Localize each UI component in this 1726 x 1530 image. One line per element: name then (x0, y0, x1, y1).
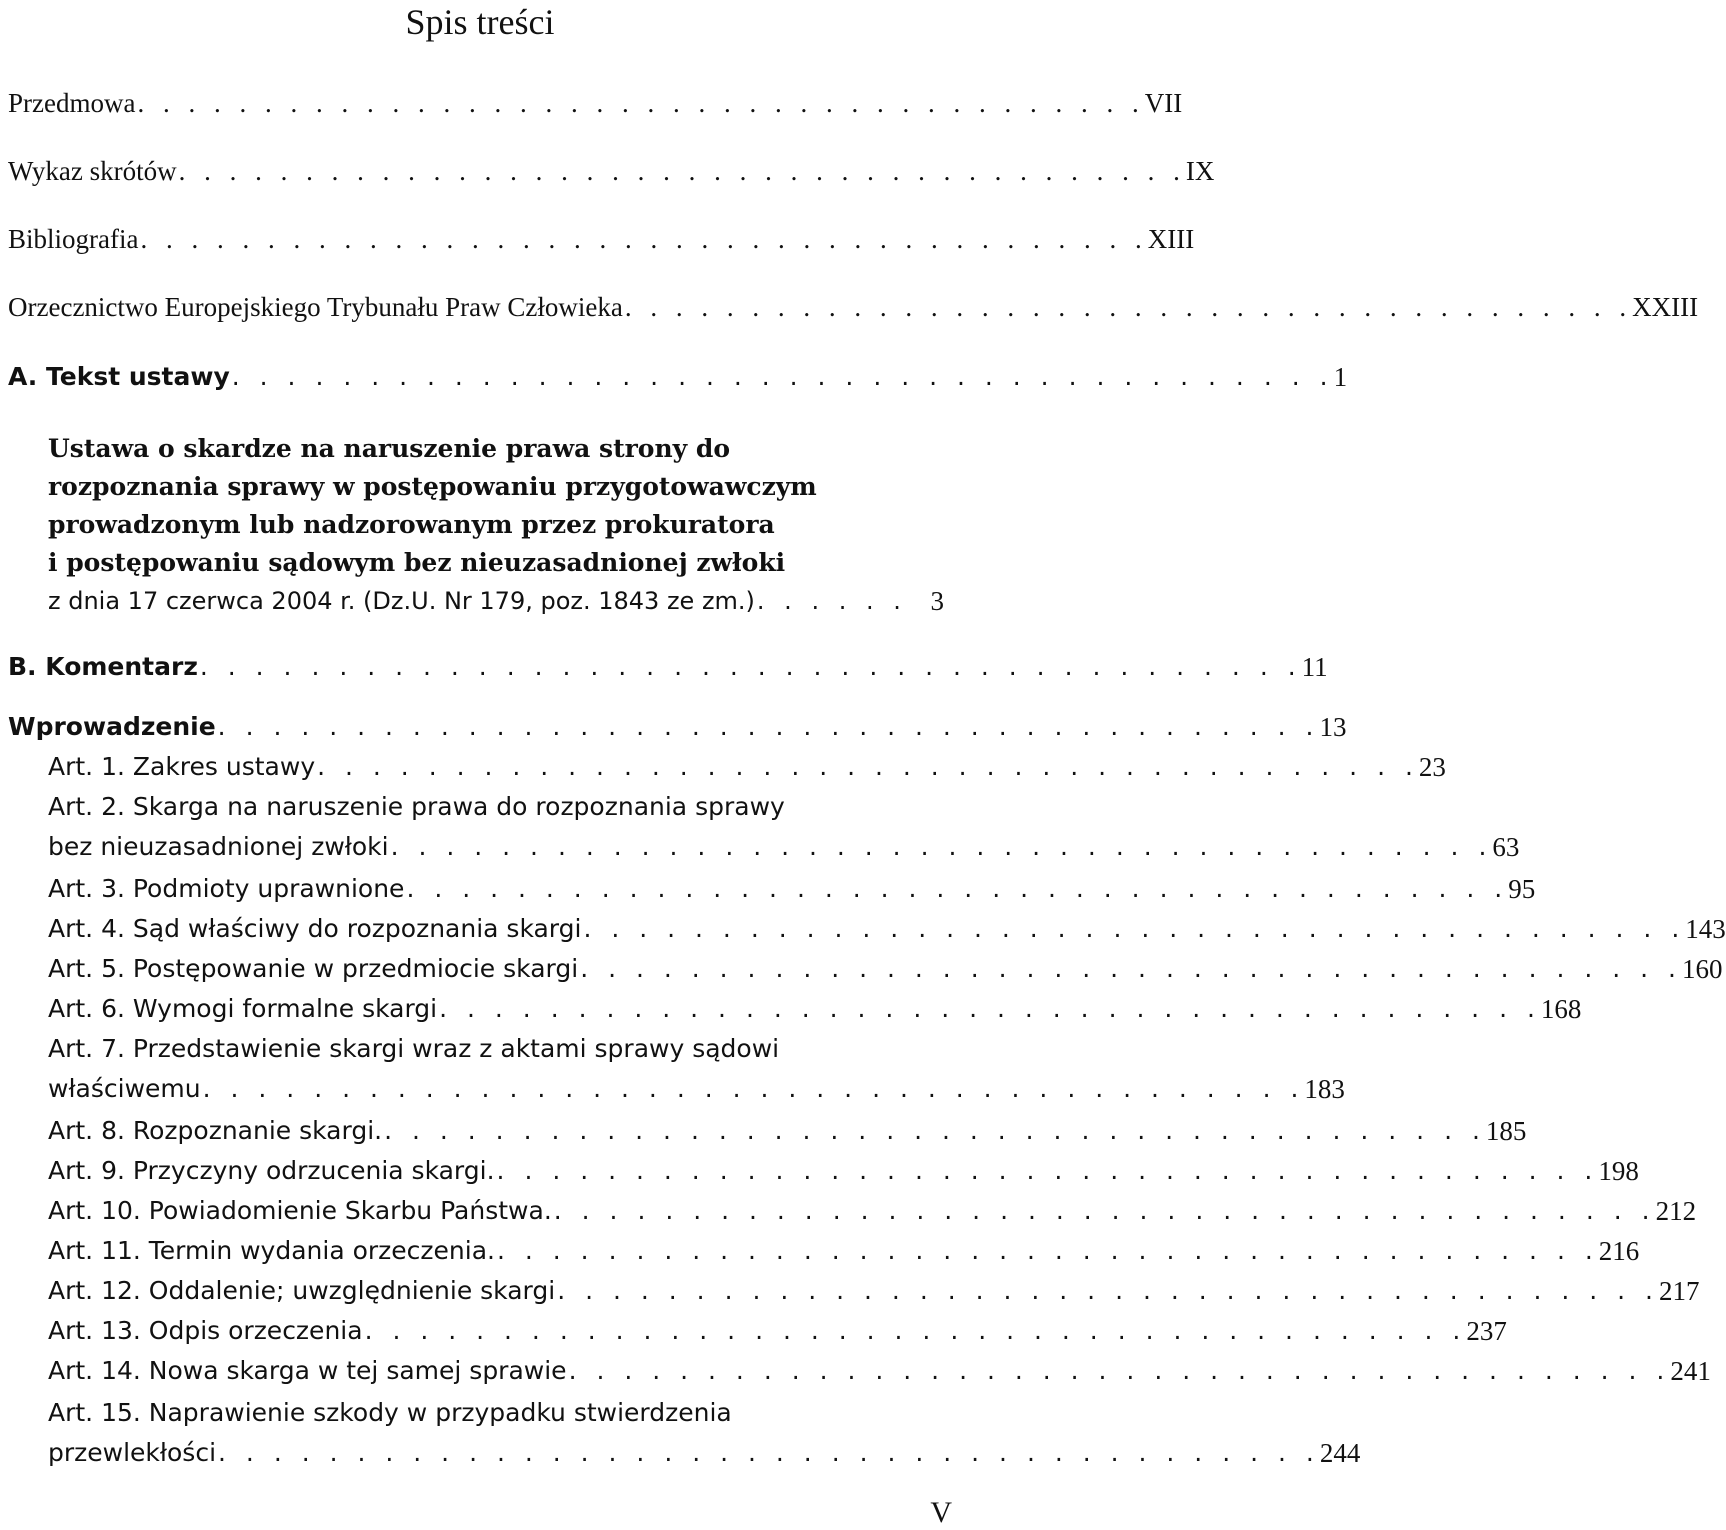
toc-entry-art-2[interactable] (48, 790, 1520, 864)
toc-entry-art-4[interactable] (48, 912, 1726, 946)
toc-entry-label-continued: właściwemu (48, 1074, 201, 1103)
toc-entry-label: Art. 8. Rozpoznanie skargi. (48, 1116, 383, 1145)
toc-entry-label: Art. 12. Oddalenie; uwzględnienie skargi (48, 1276, 556, 1305)
toc-entry-wykaz-skrotow[interactable] (8, 154, 1215, 188)
toc-entry-label: Art. 6. Wymogi formalne skargi (48, 994, 438, 1023)
dot-leader: . . . . . . . . . . . . . . . . . . . . . . . . . . . . . . . . . . . . . . . . (199, 652, 1302, 681)
toc-page-number: 160 (1681, 954, 1723, 984)
toc-entry-label: Art. 2. Skarga na naruszenie prawa do rozpoznania sprawy (48, 792, 785, 821)
toc-page-number: 63 (1492, 832, 1520, 862)
toc-entry-art-3[interactable] (48, 872, 1536, 906)
toc-entry-label: Przedmowa (8, 88, 136, 118)
dot-leader: . . . . . . . . . . . . . . . . . . . . . . . . . . . . . . . . . . . . . . . . (439, 994, 1541, 1023)
dot-leader: . . . . . . . . . . . . . . . . . . . . . . . . . . . . . . . . . . . . . . . . (178, 156, 1186, 186)
toc-page-number: 13 (1319, 712, 1347, 742)
toc-entry-art-15[interactable] (48, 1396, 1361, 1470)
toc-entry-label: B. Komentarz (8, 652, 198, 681)
toc-entry-art-11[interactable] (48, 1234, 1640, 1268)
toc-entry-label: Art. 10. Powiadomienie Skarbu Państwa. (48, 1196, 552, 1225)
toc-page-number: 95 (1508, 874, 1536, 904)
toc-entry-label-continued: bez nieuzasadnionej zwłoki (48, 832, 389, 861)
dot-leader: . . . . . . . . . . . . . . . . . . . . . . . . . . . . . . . . . . . . . . . . (384, 1116, 1486, 1145)
dot-leader: . . . . . . (756, 587, 907, 615)
dot-leader: . . . . . . . . . . . . . . . . . . . . . . . . . . . . . . . . . . . . . . . . (406, 874, 1509, 903)
toc-entry-art-10[interactable] (48, 1194, 1697, 1228)
toc-entry-art-9[interactable] (48, 1154, 1639, 1188)
toc-entry-ustawa[interactable] (48, 430, 944, 620)
toc-entry-art-14[interactable] (48, 1354, 1711, 1388)
toc-entry-wprowadzenie[interactable] (8, 710, 1347, 744)
dot-leader: . . . . . . . . . . . . . . . . . . . . . . . . . . . . . . . . . . . . . . . . (390, 832, 1493, 861)
dot-leader: . . . . . . . . . . . . . . . . . . . . . . . . . . . . . . . . . . . . . . . . (568, 1356, 1671, 1385)
dot-leader: . . . . . . . . . . . . . . . . . . . . . . . . . . . . . . . . . . . . . . . . (553, 1196, 1656, 1225)
toc-entry-label: Wykaz skrótów (8, 156, 177, 186)
toc-entry-part-b[interactable] (8, 650, 1328, 684)
toc-entry-label: Orzecznictwo Europejskiego Trybunału Praw Człowieka (8, 292, 623, 322)
toc-page-number: 212 (1655, 1196, 1697, 1226)
toc-entry-label: Art. 5. Postępowanie w przedmiocie skargi (48, 954, 579, 983)
toc-page-number: 3 (930, 586, 944, 616)
toc-entry-label: Art. 9. Przyczyny odrzucenia skargi. (48, 1156, 495, 1185)
toc-page-number: 168 (1540, 994, 1582, 1024)
toc-entry-label: Wprowadzenie (8, 712, 216, 741)
toc-entry-label: A. Tekst ustawy (8, 362, 230, 391)
toc-page-number: 23 (1418, 752, 1446, 782)
toc-page-number: IX (1185, 156, 1215, 186)
toc-page-number: 244 (1319, 1438, 1361, 1468)
dot-leader: . . . . . . . . . . . . . . . . . . . . . . . . . . . . . . . . . . . . . . . . (583, 914, 1686, 943)
toc-entry-label: Bibliografia (8, 224, 139, 254)
page-folio: V (930, 1496, 952, 1529)
toc-page-number: 11 (1301, 652, 1328, 682)
toc-page-number: 217 (1659, 1276, 1700, 1306)
toc-page-number: XXIII (1632, 292, 1699, 322)
dot-leader: . . . . . . . . . . . . . . . . . . . . . . . . . . . . . . . . . . . . . . . . (497, 1236, 1599, 1265)
toc-page-number: 241 (1670, 1356, 1711, 1386)
dot-leader: . . . . . . . . . . . . . . . . . . . . . . . . . . . . . . . . . . . . . . . . (202, 1074, 1305, 1103)
dot-leader: . . . . . . . . . . . . . . . . . . . . . . . . . . . . . . . . . . . . . . . . (557, 1276, 1659, 1305)
dot-leader: . . . . . . . . . . . . . . . . . . . . . . . . . . . . . . . . . . . . . . . . (317, 752, 1419, 781)
toc-page-number: 183 (1304, 1074, 1345, 1104)
toc-entry-label: Art. 1. Zakres ustawy (48, 752, 316, 781)
toc-entry-part-a[interactable] (8, 360, 1348, 394)
ustawa-title-line: Ustawa o skardze na naruszenie prawa strony do (48, 434, 731, 463)
dot-leader: . . . . . . . . . . . . . . . . . . . . . . . . . . . . . . . . . . . . . . . . (364, 1316, 1467, 1345)
toc-entry-art-8[interactable] (48, 1114, 1527, 1148)
ustawa-title-line: rozpoznania sprawy w postępowaniu przygotowawczym (48, 472, 817, 501)
toc-entry-label: Art. 7. Przedstawienie skargi wraz z aktami sprawy sądowi (48, 1034, 780, 1063)
toc-page-number: XIII (1147, 224, 1195, 254)
toc-page-number: 1 (1333, 362, 1348, 392)
dot-leader: . . . . . . . . . . . . . . . . . . . . . . . . . . . . . . . . . . . . . . . . (137, 88, 1145, 118)
dot-leader: . . . . . . . . . . . . . . . . . . . . . . . . . . . . . . . . . . . . . . . . (231, 362, 1334, 391)
toc-entry-orzecznictwo[interactable] (8, 290, 1699, 324)
toc-entry-label: Art. 15. Naprawienie szkody w przypadku stwierdzenia (48, 1398, 732, 1427)
toc-entry-art-5[interactable] (48, 952, 1723, 986)
toc-entry-label: Art. 11. Termin wydania orzeczenia. (48, 1236, 495, 1265)
dot-leader: . . . . . . . . . . . . . . . . . . . . . . . . . . . . . . . . . . . . . . . . (217, 712, 1320, 741)
toc-page-number: 216 (1598, 1236, 1640, 1266)
toc-entry-label: Art. 14. Nowa skarga w tej samej sprawie (48, 1356, 567, 1385)
toc-page-number: 185 (1485, 1116, 1527, 1146)
toc-entry-label: Art. 4. Sąd właściwy do rozpoznania skargi (48, 914, 582, 943)
page-title: Spis treści (405, 2, 555, 42)
toc-entry-label: Art. 13. Odpis orzeczenia (48, 1316, 363, 1345)
dot-leader: . . . . . . . . . . . . . . . . . . . . . . . . . . . . . . . . . . . . . . . . (624, 292, 1633, 322)
toc-page-number: VII (1144, 88, 1183, 118)
dot-leader: . . . . . . . . . . . . . . . . . . . . . . . . . . . . . . . . . . . . . . . . (580, 954, 1682, 983)
toc-entry-bibliografia[interactable] (8, 222, 1195, 256)
toc-page-number: 143 (1685, 914, 1726, 944)
toc-entry-przedmowa[interactable] (8, 86, 1183, 120)
ustawa-title-line: prowadzonym lub nadzorowanym przez prokuratora (48, 510, 775, 539)
dot-leader: . . . . . . . . . . . . . . . . . . . . . . . . . . . . . . . . . . . . . . . . (218, 1438, 1320, 1467)
toc-entry-art-1[interactable] (48, 750, 1446, 784)
toc-page-number: 237 (1466, 1316, 1507, 1346)
dot-leader: . . . . . . . . . . . . . . . . . . . . . . . . . . . . . . . . . . . . . . . . (140, 224, 1148, 254)
toc-entry-art-12[interactable] (48, 1274, 1700, 1308)
toc-entry-art-7[interactable] (48, 1032, 1345, 1106)
toc-page-number: 198 (1598, 1156, 1639, 1186)
dot-leader: . . . . . . . . . . . . . . . . . . . . . . . . . . . . . . . . . . . . . . . . (496, 1156, 1599, 1185)
toc-entry-label: Art. 3. Podmioty uprawnione (48, 874, 405, 903)
ustawa-title-line: i postępowaniu sądowym bez nieuzasadnionej zwłoki (48, 548, 786, 577)
toc-entry-art-13[interactable] (48, 1314, 1507, 1348)
ustawa-date-line: z dnia 17 czerwca 2004 r. (Dz.U. Nr 179, poz. 1843 ze zm.) (48, 587, 755, 615)
toc-entry-label-continued: przewlekłości (48, 1438, 217, 1467)
toc-entry-art-6[interactable] (48, 992, 1582, 1026)
